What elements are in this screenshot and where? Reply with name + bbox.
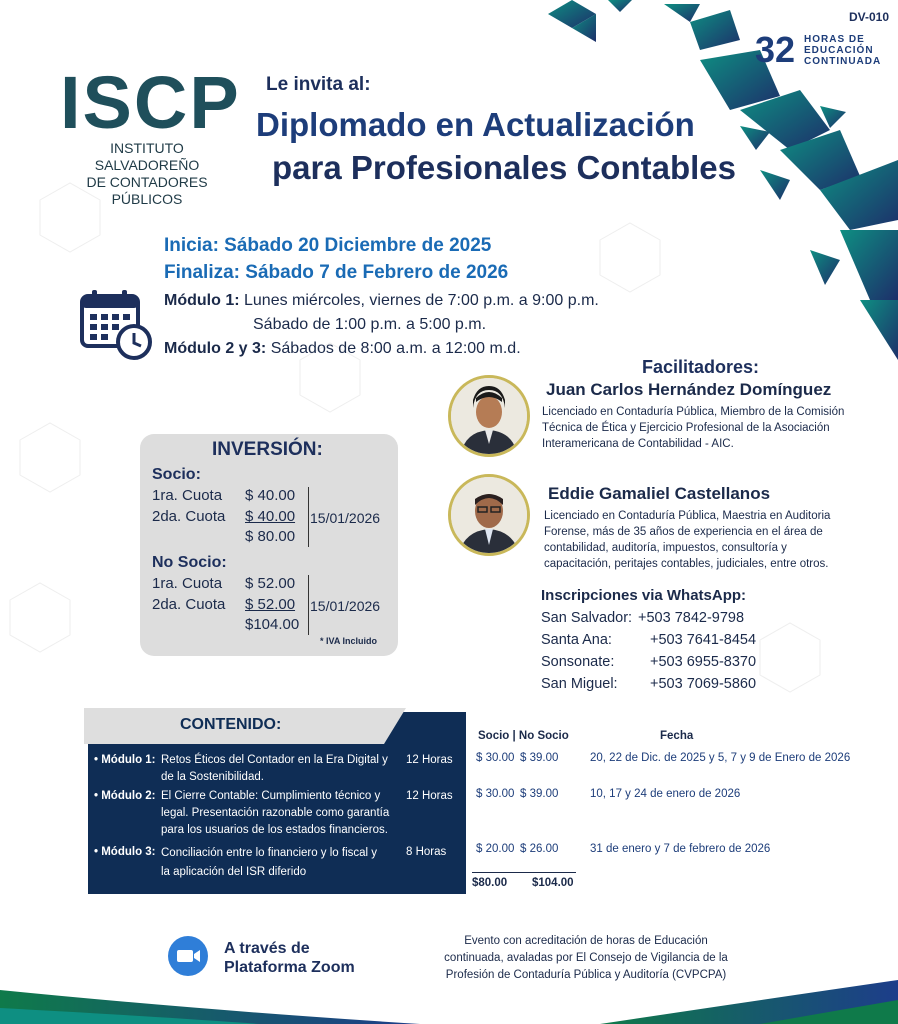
investment-title: INVERSIÓN: (212, 439, 323, 460)
facilitator-bio: Licenciado en Contaduría Pública, Maestria en Auditoria Forense, más de 35 años de experiencia en el área de contabilidad, auditoría, impuestos, consultoría y capacitación, peritajes contables, judiciales, entre otros. (544, 510, 831, 570)
facilitators-heading: Facilitadores: (642, 357, 760, 377)
socio-row: 1ra. Cuota (152, 487, 223, 504)
module1-price-nosocio: $ 39.00 (520, 752, 559, 764)
contact-city: Santa Ana: (541, 632, 612, 648)
module1-schedule: Módulo 1: Lunes miércoles, viernes de 7:00 p.m. a 9:00 p.m. (164, 292, 599, 309)
document-code: DV-010 (849, 10, 890, 24)
course-title-line1: Diplomado en Actualización (256, 106, 695, 143)
socio-due-date: 15/01/2026 (310, 510, 381, 526)
module3-hours: 8 Horas (406, 846, 447, 858)
module1-hours: 12 Horas (406, 754, 453, 766)
module1-date: 20, 22 de Dic. de 2025 y 5, 7 y 9 de Enero de 2026 (590, 752, 851, 764)
contact-phone[interactable]: +503 7842-9798 (638, 610, 745, 626)
facilitator-bio: Licenciado en Contaduría Pública, Miembro de la Comisión Técnica de Ética y Ejercicio Profesional de la Asociación Interamericana de Contabilidad - AIC. (542, 406, 845, 450)
hours-number: 32 (755, 29, 796, 70)
video-camera-icon (168, 936, 208, 976)
divider (308, 487, 309, 547)
module3-date: 31 de enero y 7 de febrero de 2026 (590, 843, 771, 855)
contact-phone[interactable]: +503 6955-8370 (650, 654, 757, 670)
socio-amount: $ 40.00 (245, 508, 296, 525)
end-date: Finaliza: Sábado 7 de Febrero de 2026 (164, 262, 509, 283)
total-socio: $80.00 (472, 877, 508, 889)
contact-city: Sonsonate: (541, 654, 615, 670)
module1-price-socio: $ 30.00 (476, 752, 515, 764)
socio-total: $ 80.00 (245, 528, 296, 545)
module3-item: • Módulo 3: Conciliación entre lo financiero y lo fiscal y la aplicación del ISR diferido (94, 846, 378, 878)
module3-price-socio: $ 20.00 (476, 843, 515, 855)
iva-note: * IVA Incluido (320, 636, 378, 646)
zoom-platform-text: A través de Plataforma Zoom (224, 940, 355, 976)
socio-amount: $ 40.00 (245, 487, 296, 504)
module2-date: 10, 17 y 24 de enero de 2026 (590, 788, 741, 800)
nosocio-row: 1ra. Cuota (152, 575, 223, 592)
nosocio-total: $104.00 (245, 616, 300, 633)
module2-hours: 12 Horas (406, 790, 453, 802)
date-column-header: Fecha (660, 730, 694, 742)
module1-item: • Módulo 1: Retos Éticos del Contador en la Era Digital y de la Sostenibilidad. (94, 754, 388, 783)
contact-phone[interactable]: +503 7069-5860 (650, 676, 757, 692)
course-title-line2: para Profesionales Contables (272, 149, 736, 186)
module23-schedule: Módulo 2 y 3: Sábados de 8:00 a.m. a 12:00 m.d. (164, 340, 521, 357)
total-nosocio: $104.00 (532, 877, 574, 889)
total-divider (472, 872, 576, 873)
module2-item: • Módulo 2: El Cierre Contable: Cumplimiento técnico y legal. Presentación razonable como garantía para los usuarios de los estados financieros. (94, 790, 390, 836)
nosocio-due-date: 15/01/2026 (310, 598, 381, 614)
nosocio-label: No Socio: (152, 554, 227, 571)
socio-row: 2da. Cuota (152, 508, 226, 525)
person-icon (451, 477, 527, 553)
start-date: Inicia: Sábado 20 Diciembre de 2025 (164, 235, 492, 256)
nosocio-amount: $ 52.00 (245, 575, 296, 592)
divider (308, 575, 309, 635)
org-name: INSTITUTO SALVADOREÑO DE CONTADORES PÚBLICOS (86, 140, 208, 207)
module1-schedule-line2: Sábado de 1:00 p.m. a 5:00 p.m. (253, 316, 487, 333)
module2-price-socio: $ 30.00 (476, 788, 515, 800)
zoom-logo (168, 936, 208, 976)
module2-price-nosocio: $ 39.00 (520, 788, 559, 800)
iscp-logo: ISCP (60, 61, 241, 144)
price-column-header: Socio | No Socio (478, 730, 569, 742)
contact-city: San Salvador: (541, 610, 633, 626)
invite-text: Le invita al: (266, 74, 371, 95)
accreditation-text: Evento con acreditación de horas de Educación continuada, avaladas por El Consejo de Vigilancia de la Profesión de Contaduría Pública y Auditoría (CVPCPA) (444, 935, 728, 981)
facilitator-name: Eddie Gamaliel Castellanos (548, 484, 771, 503)
facilitator-photo (448, 474, 530, 556)
facilitator-name: Juan Carlos Hernández Domínguez (546, 380, 832, 399)
nosocio-amount: $ 52.00 (245, 596, 296, 613)
hours-text: HORAS DE EDUCACIÓN CONTINUADA (804, 34, 882, 67)
contact-phone[interactable]: +503 7641-8454 (650, 632, 757, 648)
contact-city: San Miguel: (541, 676, 618, 692)
calendar-clock-icon (80, 288, 154, 362)
facilitator-photo (448, 375, 530, 457)
socio-label: Socio: (152, 466, 201, 483)
nosocio-row: 2da. Cuota (152, 596, 226, 613)
whatsapp-heading: Inscripciones via WhatsApp: (541, 587, 747, 604)
content-title: CONTENIDO: (180, 716, 282, 733)
person-icon (451, 378, 527, 454)
module3-price-nosocio: $ 26.00 (520, 843, 559, 855)
